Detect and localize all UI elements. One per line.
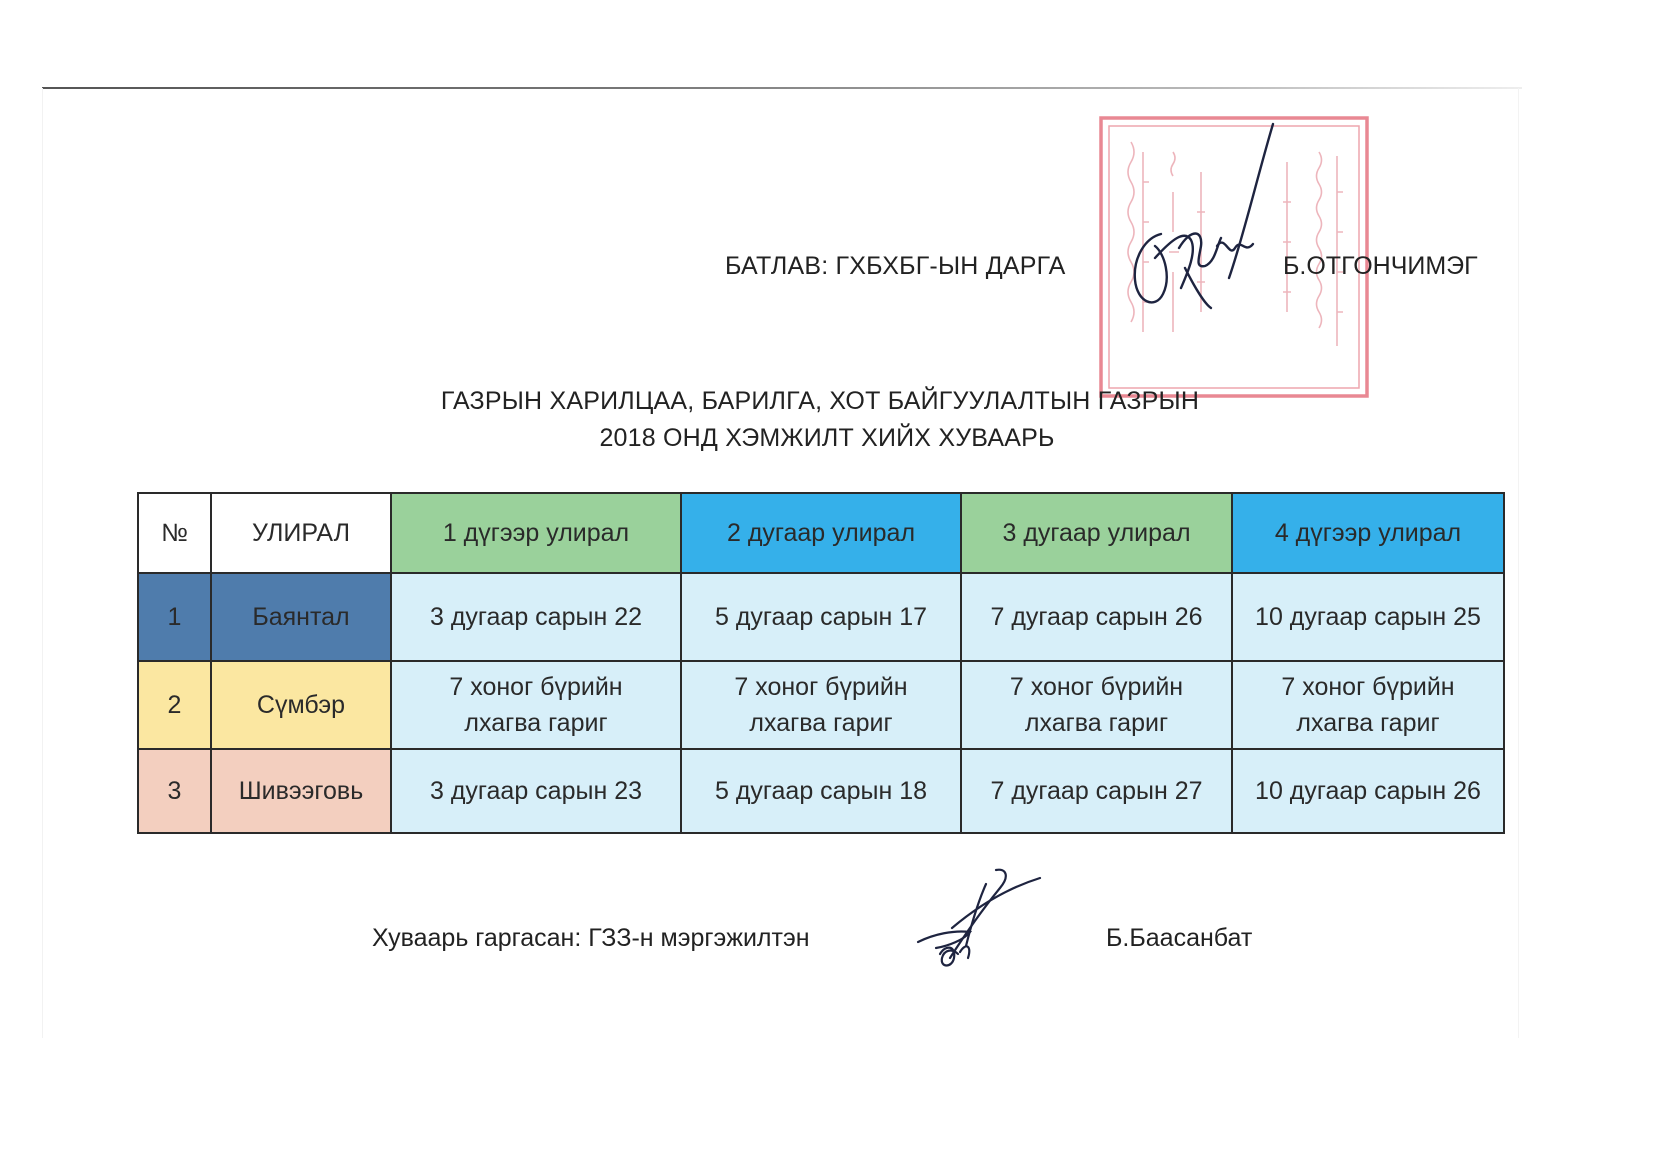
header-quarter-1: 1 дүгээр улирал [391,493,681,573]
schedule-line-2: лхагва гариг [464,709,608,737]
row-quarter-2 [681,661,961,749]
scan-edge-top [42,87,1522,89]
row-number: 3 [138,749,211,833]
header-quarter-4: 4 дүгээр улирал [1232,493,1504,573]
row-location: Баянтал [211,573,391,661]
row-quarter-2: 5 дугаар сарын 18 [681,749,961,833]
scan-edge-right [1518,88,1519,1038]
document-title-line-2: 2018 ОНД ХЭМЖИЛТ ХИЙХ ХУВААРЬ [599,424,1055,452]
schedule-line-2: лхагва гариг [1024,709,1169,737]
header-quarter-3: 3 дугаар улирал [961,493,1232,573]
row-location: Шивээговь [211,749,391,833]
scan-edge-left [42,88,43,1038]
table-row [138,749,1504,833]
schedule-line-1: 7 хоног бүрийн [1281,673,1455,701]
row-location: Сүмбэр [211,661,391,749]
row-quarter-3: 7 дугаар сарын 26 [961,573,1232,661]
header-number: № [138,493,211,573]
row-quarter-4 [1232,661,1504,749]
row-quarter-1 [391,661,681,749]
schedule-line-1: 7 хоног бүрийн [449,673,623,701]
schedule-line-1: 7 хоног бүрийн [1009,673,1184,701]
row-quarter-2: 5 дугаар сарын 17 [681,573,961,661]
row-quarter-3 [961,661,1232,749]
row-number: 1 [138,573,211,661]
row-quarter-3: 7 дугаар сарын 27 [961,749,1232,833]
row-quarter-4: 10 дугаар сарын 26 [1232,749,1504,833]
schedule-line-2: лхагва гариг [749,709,893,737]
row-quarter-1: 3 дугаар сарын 23 [391,749,681,833]
row-quarter-4: 10 дугаар сарын 25 [1232,573,1504,661]
header-season: УЛИРАЛ [211,493,391,573]
table-header-row [138,493,1504,573]
schedule-line-1: 7 хоног бүрийн [734,673,908,701]
approval-label: БАТЛАВ: ГХБХБГ-ЫН ДАРГА [725,252,1066,280]
schedule-line-2: лхагва гариг [1296,709,1440,737]
approver-signature [1125,118,1285,330]
table-row [138,573,1504,661]
row-quarter-1: 3 дугаар сарын 22 [391,573,681,661]
document-title-line-1: ГАЗРЫН ХАРИЛЦАА, БАРИЛГА, ХОТ БАЙГУУЛАЛТЫН ГАЗРЫН [440,387,1200,415]
prepared-by-label: Хуваарь гаргасан: ГЗЗ-н мэргэжилтэн [372,924,810,952]
measurement-schedule-table [137,492,1505,834]
header-quarter-2: 2 дугаар улирал [681,493,961,573]
preparer-signature [912,866,1042,970]
approver-name: Б.ОТГОНЧИМЭГ [1283,252,1478,280]
table-row [138,661,1504,749]
preparer-name: Б.Баасанбат [1106,924,1253,952]
row-number: 2 [138,661,211,749]
